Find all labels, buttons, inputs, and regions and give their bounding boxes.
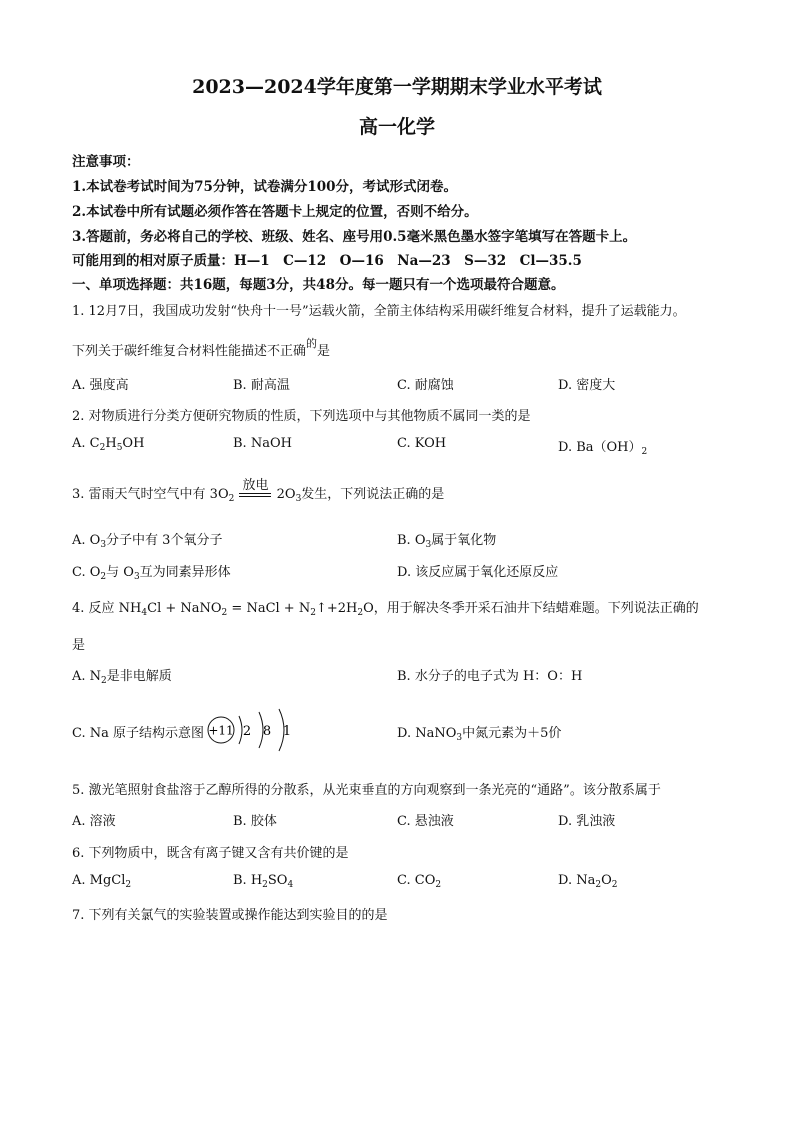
q2-option-a: A. $C_2H_5OH$: [72, 436, 145, 453]
q6-stem: 6. 下列物质中，既含有离子键又含有共价键的是: [72, 846, 349, 861]
q5-stem: 5. 激光笔照射食盐溶于乙醇所得的分散系，从光束垂直的方向观察到一条光亮的“通路”。该分散系属于: [72, 783, 661, 798]
q2-option-c: C. KOH: [397, 436, 447, 451]
atom-structure-svg: [205, 708, 295, 752]
sodium-atom-diagram: [205, 708, 295, 752]
exam-title: 2023—2024学年度第一学期期末学业水平考试: [192, 76, 602, 98]
q6-option-b: B. $H_2SO_4$: [233, 873, 294, 890]
q4-option-d: D. NaNO$_3$中氮元素为＋5价: [397, 726, 562, 743]
q1-stem-de: 的: [306, 337, 318, 350]
q1-stem-text: 下列关于碳纤维复合材料性能描述不正确: [72, 344, 307, 359]
shell-3-electrons: 1: [282, 724, 292, 739]
q4-stem-line1: 4. 反应 $NH_4Cl$ + NaNO$_2$ = NaCl + $N_2↑+2H_2O$，用于解决冬季开采石油井下结蜡难题。下列说法正确的: [72, 601, 699, 618]
q7-stem: 7. 下列有关氯气的实验装置或操作能达到实验目的的是: [72, 908, 388, 923]
nucleus-charge: +11: [208, 723, 234, 738]
q2-option-d: D. $Ba(OH)_2$: [558, 440, 648, 457]
q4-option-a: A. $N_2$是非电解质: [72, 669, 172, 686]
q5-option-d: D. 乳浊液: [558, 814, 616, 829]
notes-heading: 注意事项：: [72, 154, 140, 170]
q1-option-d: D. 密度大: [558, 378, 616, 393]
q1-option-a: A. 强度高: [72, 378, 129, 393]
electron-shell-1: [239, 716, 242, 744]
q6-option-a: A. MgCl$_2$: [72, 873, 132, 890]
note-item-2: 2.本试卷中所有试题必须作答在答题卡上规定的位置，否则不给分。: [72, 204, 478, 220]
q3-option-c: C. $O_2$与 $O_3$互为同素异形体: [72, 565, 231, 582]
shell-1-electrons: 2: [242, 724, 252, 739]
q3-condition-label: 放电: [242, 477, 269, 493]
q1-option-c: C. 耐腐蚀: [397, 378, 454, 393]
q1-stem-line1: 1. 12月7日，我国成功发射“快舟十一号”运载火箭，全箭主体结构采用碳纤维复合材料，提升了运载能力。: [72, 304, 686, 319]
q1-option-b: B. 耐高温: [233, 378, 290, 393]
q4-equation: $NH_4Cl$ + NaNO$_2$ = NaCl + $N_2↑+2H_2O$: [118, 601, 374, 618]
note-item-3: 3.答题前，务必将自己的学校、班级、姓名、座号用0.5毫米黑色墨水签字笔填写在答题卡上。: [72, 229, 637, 245]
q6-option-d: D. $Na_2O_2$: [558, 873, 618, 890]
q4-option-b: B. 水分子的电子式为 H：O：H: [397, 669, 583, 684]
q3-stem: 3. 雷雨天气时空气中有 $3O_2$ 放电 $2O_3$发生，下列说法正确的是: [72, 483, 444, 504]
note-item-1: 1.本试卷考试时间为75分钟，试卷满分100分，考试形式闭卷。: [72, 179, 458, 195]
q5-option-a: A. 溶液: [72, 814, 116, 829]
q2-option-b: B. NaOH: [233, 436, 292, 451]
q4-option-c: C. Na 原子结构示意图: [72, 726, 205, 741]
q2-stem: 2. 对物质进行分类方便研究物质的性质，下列选项中与其他物质不属同一类的是: [72, 409, 531, 424]
q4-stem-line2: 是: [72, 638, 86, 653]
exam-subject: 高一化学: [358, 116, 435, 138]
section-heading: 一、单项选择题：共16题，每题3分，共48分。每一题只有一个选项最符合题意。: [72, 277, 565, 293]
q1-stem-line2: [72, 337, 331, 359]
q1-stem-shi: 是: [317, 344, 331, 359]
q3-option-d: D. 该反应属于氧化还原反应: [397, 565, 559, 580]
shell-2-electrons: 8: [262, 724, 272, 739]
q6-option-c: C. $CO_2$: [397, 873, 442, 890]
atomic-masses: 可能用到的相对原子质量：H—1 C—12 O—16 Na—23 S—32 Cl—35.5: [72, 253, 582, 269]
q3-reaction-arrow: [238, 477, 272, 502]
q3-option-b: B. $O_3$属于氧化物: [397, 533, 497, 550]
q3-option-a: A. $O_3$分子中有 3个氧分子: [72, 533, 223, 550]
q5-option-b: B. 胶体: [233, 814, 277, 829]
q5-option-c: C. 悬浊液: [397, 814, 454, 829]
